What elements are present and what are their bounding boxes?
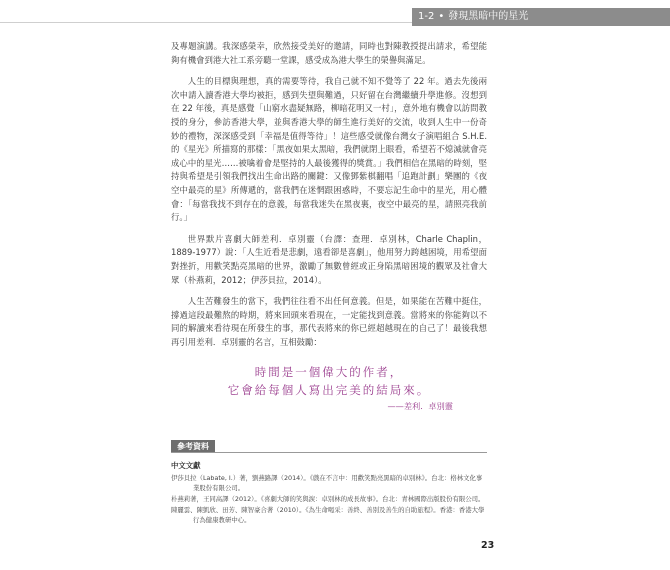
header-rule bbox=[0, 22, 412, 23]
references-rule bbox=[171, 452, 487, 453]
body-text bbox=[171, 40, 487, 413]
reference-item: 朴燕莉著，王同高譯（2012）。《喜劇大師的笑與淚：卓別林的成長故事》。台北：青林國際出版股份有限公司。 bbox=[171, 495, 485, 503]
pull-quote bbox=[171, 363, 487, 413]
reference-item: 陳麗雲、陳凱欣、田芳、陳智豪合著（2010）。《為生命喝采：善終、善別及善生的自助旅程》。香港：香港大學行為健康教研中心。 bbox=[171, 506, 485, 524]
page-header bbox=[0, 0, 670, 26]
references-subheading: 中文文獻 bbox=[171, 461, 201, 470]
quote-line-1: 時間是一個偉大的作者， bbox=[254, 365, 404, 380]
references-heading: 參考資料 bbox=[171, 440, 215, 453]
paragraph-1: 及專題演講。我深感榮幸，欣然接受美好的邀請，同時也對陳教授提出請求，希望能夠有機會到港大社工系旁聽一堂課，感受成為港大學生的榮譽與滿足。 bbox=[171, 41, 487, 65]
section-bullet: • bbox=[438, 11, 445, 22]
references-section bbox=[171, 440, 487, 526]
quote-attribution: ——差利．卓別靈 bbox=[387, 401, 453, 412]
paragraph-3: 世界默片喜劇大師差利．卓別靈（台譯：查理．卓別林，Charle Chaplin，1889-1977）說：「人生近看是悲劇，遠看卻是喜劇」，他用努力跨越困境，用希望面對挫折，用歡笑點亮黑暗的世界，激勵了無數曾經或正身陷黑暗困境的觀眾及社會大眾（朴燕莉，2012；伊莎貝拉，2014）。 bbox=[171, 233, 487, 285]
references-heading-row bbox=[171, 440, 487, 454]
section-title: 發現黑暗中的星光 bbox=[448, 11, 529, 22]
reference-item: 伊莎貝拉（Labate, I.）著，劉燕路譯（2014）。《戲在不言中：用歡笑點亮黑暗的卓別林》。台北：格林文化事業股份有限公司。 bbox=[171, 474, 483, 492]
running-header bbox=[412, 8, 670, 26]
paragraph-4: 人生苦難發生的當下，我們往往看不出任何意義。但是，如果能在苦難中挺住，撐過這段最難熬的時期，將來回頭來看現在，一定能找到意義。當將來的你能夠以不同的解讀來看待現在所發生的事，那代表將來的你已經超越現在的自己了！最後我想再引用差利．卓別靈的名言，互相鼓勵： bbox=[171, 296, 487, 347]
page-number: 23 bbox=[481, 540, 495, 551]
section-number: 1-2 bbox=[418, 11, 435, 22]
quote-line-2: 它會給每個人寫出完美的結局來。 bbox=[227, 383, 431, 398]
paragraph-2: 人生的目標與理想，真的需要等待，我自己就不知不覺等了 22 年。過去先後兩次申請入讀香港大學均被拒，感到失望與難過，只好留在台灣繼續升學進修。沒想到在 22 年後，真是感覺「山窮水盡疑無路，柳暗花明又一村」，意外地有機會以訪問教授的身分，參訪香港大學，並與香港大學的師生進行美好的交流，收到人生中一份奇妙的禮物，深深感受到「幸福是值得等待」！這些感受就像台灣女子演唱組合 S.H.E. 的《星光》所描寫的那樣：「黑夜如果太黑暗，我們就閉上眼看，希望若不熄滅就會亮成心中的星光……被噙着會是堅持的人最後獲得的獎賞。」我們相信在黑暗的時刻，堅持與希望是引領我們找出生命出路的關鍵：又像鄧紫棋翻唱「追跑計劃」樂團的《夜空中最亮的星》所傳遞的，當我們在迷惘跟困惑時，不要忘記生命中的星光，用心體會：「每當我找不到存在的意義，每當我迷失在黑夜裏，夜空中最亮的星，請照亮我前行。」 bbox=[171, 76, 487, 223]
